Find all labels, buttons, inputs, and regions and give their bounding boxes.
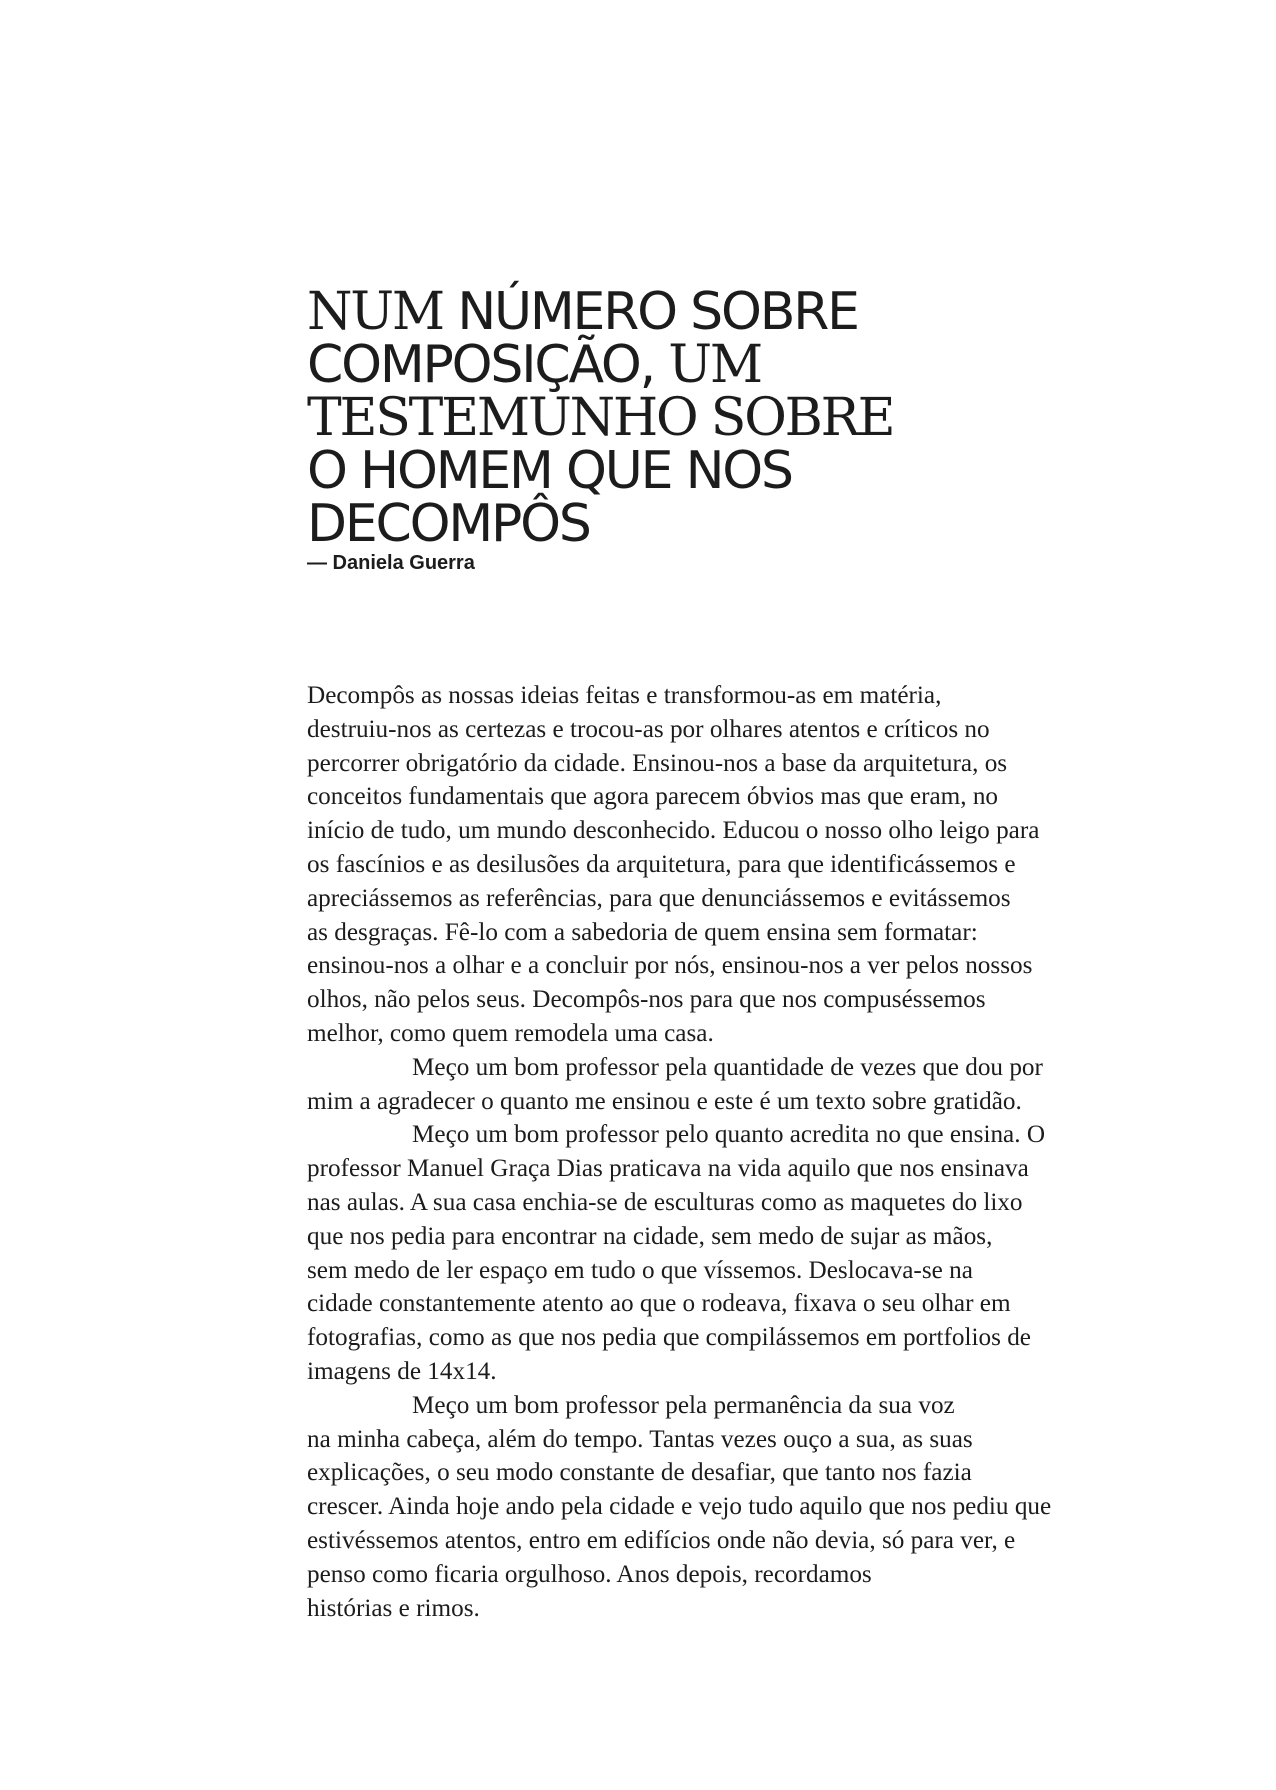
body-paragraph (307, 679, 1147, 1051)
title-segment: UM (653, 335, 761, 395)
paragraph-line: crescer. Ainda hoje ando pela cidade e vejo tudo aquilo que nos pediu que (307, 1493, 1052, 1521)
paragraph-line: fotografias, como as que nos pedia que compilássemos em portfolios de (307, 1324, 1031, 1352)
paragraph-line: mim a agradecer o quanto me ensinou e este é um texto sobre gratidão. (307, 1087, 1022, 1115)
paragraph-line: Decompôs as nossas ideias feitas e transformou-as em matéria, (307, 682, 942, 709)
paragraph-line: ensinou-nos a olhar e a concluir por nós, ensinou-nos a ver pelos nossos (307, 952, 1033, 980)
title-segment: TESTEMUNHO SOBRE (307, 388, 894, 448)
paragraph-line: os fascínios e as desilusões da arquitetura, para que identificássemos e (307, 850, 1016, 878)
title-line (307, 282, 967, 342)
paragraph-line: destruiu-nos as certezas e trocou-as por olhares atentos e críticos no (307, 715, 990, 743)
paragraph-line: imagens de 14x14. (307, 1357, 497, 1385)
paragraph-line: explicações, o seu modo constante de desafiar, que tanto nos fazia (307, 1459, 972, 1487)
paragraph-line: professor Manuel Graça Dias praticava na vida aquilo que nos ensinava (307, 1155, 1029, 1183)
title-segment: DECOMPÔS (307, 494, 590, 554)
paragraph-line: sem medo de ler espaço em tudo o que víssemos. Deslocava-se na (307, 1256, 973, 1284)
paragraph-line: cidade constantemente atento ao que o rodeava, fixava o seu olhar em (307, 1290, 1011, 1318)
body-paragraph (307, 1389, 1147, 1626)
title-segment: NÚMERO SOBRE (457, 282, 858, 342)
paragraph-line: que nos pedia para encontrar na cidade, sem medo de sujar as mãos, (307, 1222, 993, 1250)
article-body (307, 679, 1147, 1625)
title-segment: NUM (307, 282, 458, 342)
author-byline: — Daniela Guerra (307, 552, 475, 574)
paragraph-line: conceitos fundamentais que agora parecem óbvios mas que eram, no (307, 783, 999, 811)
paragraph-line: Meço um bom professor pela quantidade de vezes que dou por (412, 1053, 1043, 1081)
title-line (307, 494, 967, 554)
paragraph-line: penso como ficaria orgulhoso. Anos depois, recordamos (307, 1560, 872, 1588)
paragraph-line: percorrer obrigatório da cidade. Ensinou-nos a base da arquitetura, os (307, 749, 1008, 777)
paragraph-line: histórias e rimos. (307, 1594, 480, 1622)
paragraph-line: nas aulas. A sua casa enchia-se de esculturas como as maquetes do lixo (307, 1188, 1023, 1216)
title-line (307, 388, 967, 448)
paragraph-line: apreciássemos as referências, para que denunciássemos e evitássemos (307, 884, 1011, 912)
title-segment: O HOMEM QUE NOS (307, 441, 792, 501)
paragraph-line: olhos, não pelos seus. Decompôs-nos para que nos compuséssemos (307, 986, 986, 1014)
paragraph-line: na minha cabeça, além do tempo. Tantas vezes ouço a sua, as suas (307, 1425, 973, 1453)
paragraph-line: estivéssemos atentos, entro em edifícios onde não devia, só para ver, e (307, 1526, 1016, 1554)
paragraph-line: melhor, como quem remodela uma casa. (307, 1019, 714, 1047)
paragraph-line: Meço um bom professor pelo quanto acredita no que ensina. O (412, 1121, 1046, 1149)
paragraph-line: início de tudo, um mundo desconhecido. Educou o nosso olho leigo para (307, 817, 1040, 845)
body-paragraph (307, 1051, 1147, 1119)
article-title (307, 282, 967, 554)
title-line (307, 335, 967, 395)
paragraph-line: as desgraças. Fê-lo com a sabedoria de quem ensina sem formatar: (307, 918, 978, 946)
title-line (307, 441, 967, 501)
body-paragraph (307, 1118, 1147, 1388)
paragraph-line: Meço um bom professor pela permanência da sua voz (412, 1391, 955, 1419)
title-segment: COMPOSIÇÃO, (307, 335, 654, 395)
